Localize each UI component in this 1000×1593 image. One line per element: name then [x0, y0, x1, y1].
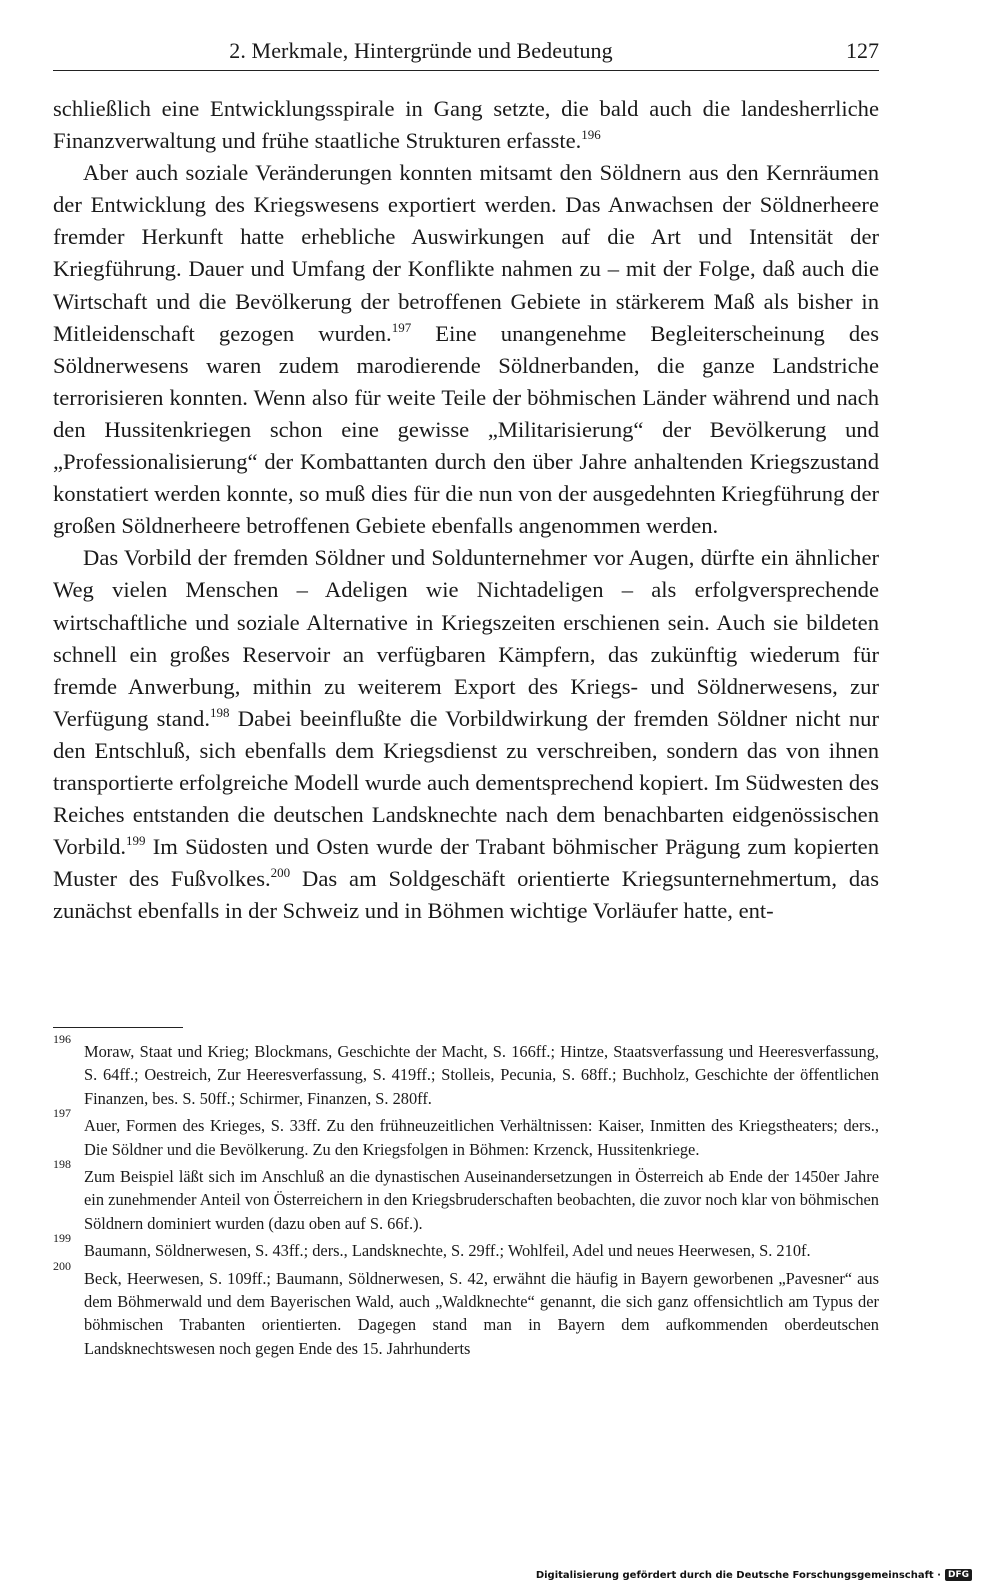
- footnote: [53, 1231, 879, 1262]
- dfg-logo: DFG: [945, 1569, 972, 1581]
- footnote-text: Zum Beispiel läßt sich im Anschluß an die dynastischen Auseinandersetzungen in Österreich ab Ende der 1450er Jahre ein zunehmender Anteil von Österreichern in den Kriegsbruderschaften beobachten, die zuvor noch klar von böhmischen Söldnern dominiert wurden (dazu oben auf S. 66f.).: [84, 1167, 879, 1233]
- footnote-separator: [53, 1027, 183, 1028]
- paragraph-2: [53, 157, 879, 542]
- footnote-ref: 198: [209, 704, 230, 720]
- footnote: [53, 1157, 879, 1235]
- footnote: [53, 1032, 879, 1110]
- credit-text: Digitalisierung gefördert durch die Deutsche Forschungsgemeinschaft ·: [535, 1569, 941, 1581]
- paragraph-text: Dabei beeinflußte die Vorbildwirkung der fremden Söldner nicht nur den Entschluß, sich ebenfalls dem Kriegsdienst zu verschreiben, sondern das von ihnen transportierte erfolgreiche Modell wurde auch dementsprechend kopiert. Im Südwesten des Reiches entstanden die deutschen Landsknechte nach dem benachbarten eidgenössischen Vorbild.: [53, 705, 879, 860]
- footnote-number: 198: [53, 1157, 71, 1172]
- paragraph-text: Das am Soldgeschäft orientierte Kriegsunternehmertum, das zunächst ebenfalls in der Schweiz und in Böhmen wichtige Vorläufer hatte, ent-: [53, 866, 879, 924]
- footnote-text: Moraw, Staat und Krieg; Blockmans, Geschichte der Macht, S. 166ff.; Hintze, Staatsverfassung und Heeresverfassung, S. 64ff.; Oestreich, Zur Heeresverfassung, S. 419ff.; Stolleis, Pecunia, S. 68ff.; Buchholz, Geschichte der öffentlichen Finanzen, bes. S. 50ff.; Schirmer, Finanzen, S. 280ff.: [84, 1042, 879, 1108]
- footnote: [53, 1258, 879, 1361]
- paragraph-text: schließlich eine Entwicklungsspirale in Gang setzte, die bald auch die landesherrliche Finanzverwaltung und frühe staatliche Strukturen erfasste.: [53, 96, 879, 154]
- footnotes: [53, 1032, 879, 1364]
- footnote-ref: 197: [391, 319, 412, 335]
- paragraph-text: Aber auch soziale Veränderungen konnten mitsamt den Söldnern aus den Kernräumen der Entwicklung des Kriegswesens exportiert werden. Das Anwachsen der Söldnerheere fremder Herkunft hatte erhebliche Auswirkungen auf die Art und Intensität der Kriegführung. Dauer und Umfang der Konflikte nahmen zu – mit der Folge, daß auch die Wirtschaft und die Bevölkerung der betroffenen Gebiete in stärkerem Maß als bisher in Mitleidenschaft gezogen wurden.: [53, 160, 879, 346]
- footnote-text: Auer, Formen des Krieges, S. 33ff. Zu den frühneuzeitlichen Verhältnissen: Kaiser, Inmitten des Kriegstheaters; ders., Die Söldner und die Bevölkerung. Zu den Kriegsfolgen in Böhmen: Krzenck, Hussitenkriege.: [84, 1116, 879, 1159]
- paragraph-text: Im Südosten und Osten wurde der Trabant böhmischer Prägung zum kopierten Muster des Fußvolkes.: [53, 834, 879, 892]
- footnote-ref: 200: [270, 865, 291, 881]
- digitization-credit: [536, 1569, 972, 1581]
- paragraph-1: [53, 93, 879, 157]
- page-header: [53, 34, 879, 71]
- footnote-ref: 199: [126, 833, 146, 849]
- footnote-ref: 196: [581, 127, 601, 143]
- footnote: [53, 1106, 879, 1161]
- main-text: [53, 93, 879, 927]
- footnote-number: 200: [53, 1258, 71, 1273]
- paragraph-text: Das Vorbild der fremden Söldner und Soldunternehmer vor Augen, dürfte ein ähnlicher Weg vielen Menschen – Adeligen wie Nichtadeligen – als erfolgversprechende wirtschaftliche und soziale Alternative in Kriegszeiten erschienen sein. Auch sie bildeten schnell ein großes Reservoir an verfügbaren Kämpfern, das zukünftig wiederum für fremde Anwerbung, mithin zu weiterem Export des Kriegs- und Söldnerwesens, zur Verfügung stand.: [53, 545, 879, 731]
- footnote-text: Baumann, Söldnerwesen, S. 43ff.; ders., Landsknechte, S. 29ff.; Wohlfeil, Adel und neues Heerwesen, S. 210f.: [84, 1241, 811, 1261]
- page-number: 127: [846, 38, 879, 63]
- running-title: 2. Merkmale, Hintergründe und Bedeutung: [229, 38, 613, 63]
- paragraph-3: [53, 542, 879, 927]
- footnote-number: 196: [53, 1032, 71, 1046]
- footnote-number: 197: [53, 1106, 71, 1121]
- paragraph-text: Eine unangenehme Begleiterscheinung des Söldnerwesens waren zudem marodierende Söldnerbanden, die ganze Landstriche terrorisieren konnten. Wenn also für weite Teile der böhmischen Länder während und nach den Hussitenkriegen schon eine gewisse „Militarisierung“ der Bevölkerung und „Professionalisierung“ der Kombattanten durch den über Jahre anhaltenden Kriegszustand konstatiert werden konnte, so muß dies für die nun von der ausgedehnten Kriegführung der großen Söldnerheere betroffenen Gebiete ebenfalls angenommen werden.: [53, 320, 879, 539]
- footnote-text: Beck, Heerwesen, S. 109ff.; Baumann, Söldnerwesen, S. 42, erwähnt die häufig in Bayern geworbenen „Pavesner“ aus dem Böhmerwald und dem Bayerischen Wald, auch „Waldknechte“ genannt, die sich ganz offensichtlich am Typus der böhmischen Trabanten orientierten. Dagegen stand man in Bayern dem aufkommenden oberdeutschen Landsknechtswesen noch gegen Ende des 15. Jahrhunderts: [84, 1268, 879, 1358]
- footnote-number: 199: [53, 1231, 71, 1246]
